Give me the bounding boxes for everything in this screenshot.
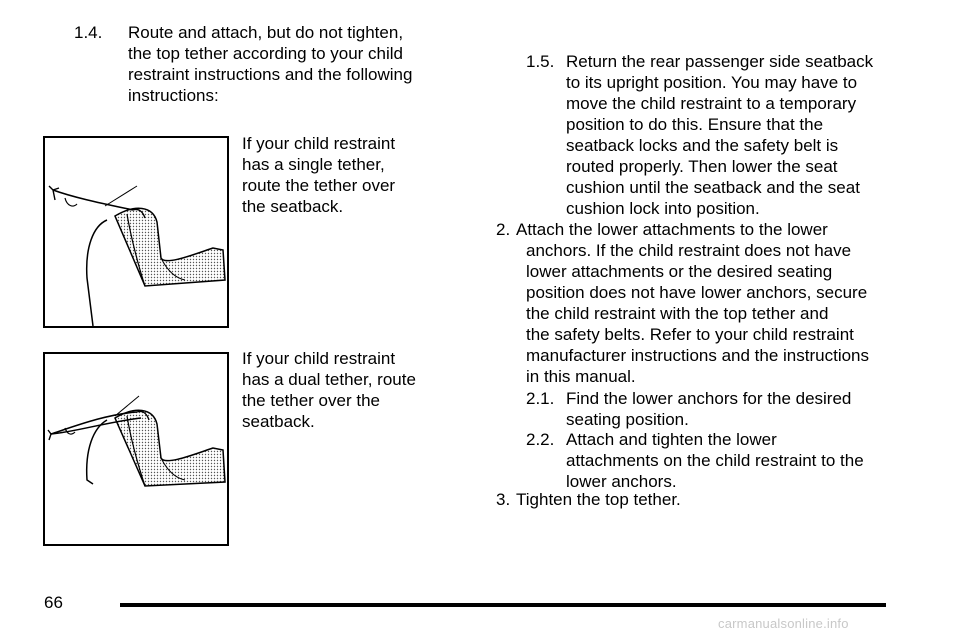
step-line: in this manual. bbox=[526, 367, 636, 386]
step-line: Attach the lower attachments to the lower bbox=[516, 220, 828, 239]
step-line: cushion until the seatback and the seat bbox=[566, 178, 860, 197]
step-line: Tighten the top tether. bbox=[516, 490, 681, 509]
step-line: restraint instructions and the following bbox=[128, 65, 413, 84]
step-line: the child restraint with the top tether and bbox=[526, 304, 829, 323]
step-number: 2.1. bbox=[526, 389, 555, 408]
step-line: position to do this. Ensure that the bbox=[566, 115, 824, 134]
step-3 bbox=[496, 489, 681, 510]
dual-tether-illustration bbox=[43, 352, 229, 546]
text-line: the seatback. bbox=[242, 197, 344, 216]
text-line: If your child restraint bbox=[242, 134, 396, 153]
step-2 bbox=[496, 219, 869, 387]
step-number: 2. bbox=[496, 220, 511, 239]
text-line: has a dual tether, route bbox=[242, 370, 416, 389]
step-line: routed properly. Then lower the seat bbox=[566, 157, 838, 176]
text-line: seatback. bbox=[242, 412, 315, 431]
step-number: 2.2. bbox=[526, 430, 555, 449]
step-number: 1.4. bbox=[74, 23, 103, 42]
page-number: 66 bbox=[44, 593, 63, 612]
step-line: to its upright position. You may have to bbox=[566, 73, 858, 92]
step-line: anchors. If the child restraint does not have bbox=[526, 241, 852, 260]
step-line: instructions: bbox=[128, 86, 219, 105]
step-2-1 bbox=[526, 388, 851, 430]
step-line: cushion lock into position. bbox=[566, 199, 760, 218]
step-line: seatback locks and the safety belt is bbox=[566, 136, 839, 155]
step-line: Attach and tighten the lower bbox=[566, 430, 777, 449]
text-line: has a single tether, bbox=[242, 155, 385, 174]
step-line: manufacturer instructions and the instructions bbox=[526, 346, 870, 365]
footer-rule bbox=[120, 603, 886, 607]
seat-single-tether-drawing bbox=[45, 138, 227, 326]
single-tether-illustration bbox=[43, 136, 229, 328]
step-line: lower anchors. bbox=[566, 472, 677, 491]
step-number: 3. bbox=[496, 490, 511, 509]
watermark: carmanualsonline.info bbox=[718, 616, 849, 631]
step-line: the safety belts. Refer to your child restraint bbox=[526, 325, 854, 344]
step-line: seating position. bbox=[566, 410, 689, 429]
single-tether-text bbox=[242, 133, 395, 217]
step-line: Find the lower anchors for the desired bbox=[566, 389, 852, 408]
seat-dual-tether-drawing bbox=[45, 354, 227, 544]
step-line: Route and attach, but do not tighten, bbox=[128, 23, 404, 42]
text-line: route the tether over bbox=[242, 176, 396, 195]
dual-tether-text bbox=[242, 348, 416, 432]
step-line: Return the rear passenger side seatback bbox=[566, 52, 874, 71]
step-line: attachments on the child restraint to the bbox=[566, 451, 864, 470]
step-line: the top tether according to your child bbox=[128, 44, 403, 63]
text-line: If your child restraint bbox=[242, 349, 396, 368]
step-line: lower attachments or the desired seating bbox=[526, 262, 833, 281]
step-1-5 bbox=[526, 51, 873, 219]
step-1-4 bbox=[74, 22, 412, 106]
text-line: the tether over the bbox=[242, 391, 380, 410]
step-line: move the child restraint to a temporary bbox=[566, 94, 857, 113]
step-line: position does not have lower anchors, secure bbox=[526, 283, 868, 302]
step-2-2 bbox=[526, 429, 864, 492]
step-number: 1.5. bbox=[526, 52, 555, 71]
